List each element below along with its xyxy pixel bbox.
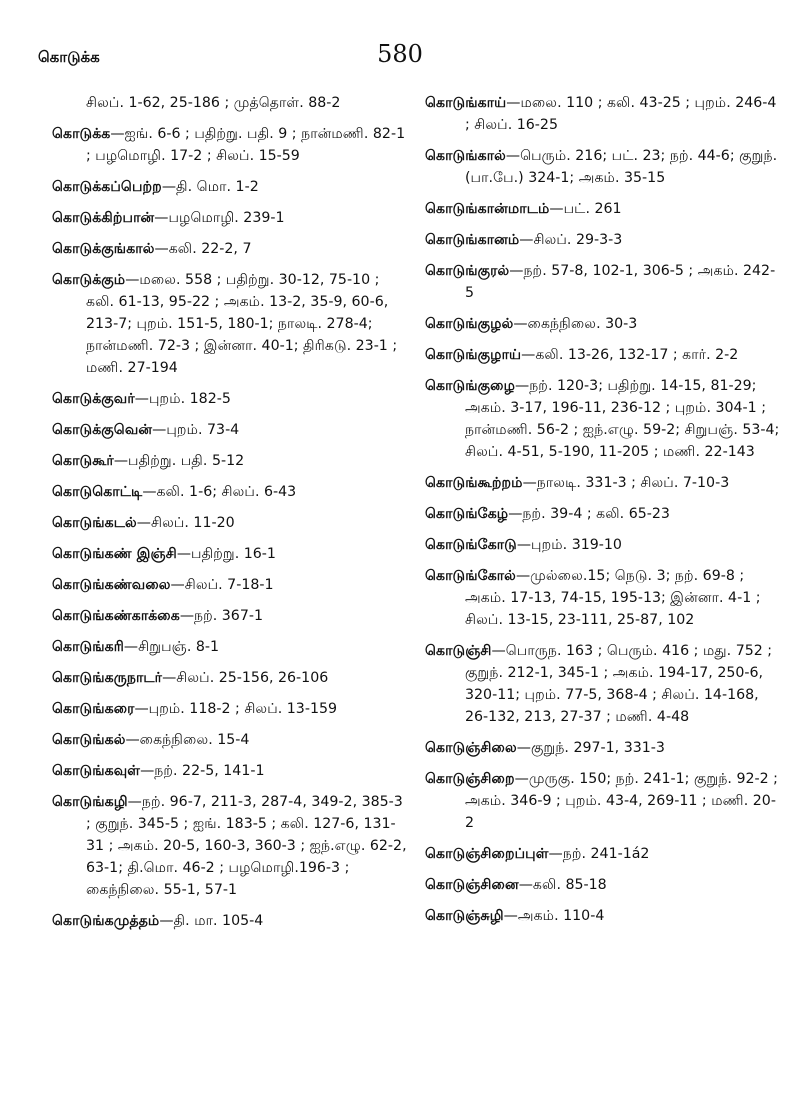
- entry-headword: கொடுக்கிற்பான்: [52, 210, 155, 226]
- index-entry: [52, 910, 409, 932]
- entry-headword: கொடுங்காய்: [425, 95, 507, 111]
- entry-references: —நற். 96-7, 211-3, 287-4, 349-2, 385-3 ; குறுந். 345-5 ; ஐங். 183-5 ; கலி. 127-6, 131-31 ; அகம். 20-5, 160-3, 360-3 ; ஐந்.எழு. 62-2, 63-1; தி.மொ. 46-2 ; பழமொழி.196-3 ; கைந்நிலை. 55-1, 57-1: [86, 794, 407, 898]
- entry-references: —முல்லை.15; நெடு. 3; நற். 69-8 ; அகம். 17-13, 74-15, 195-13; இன்னா. 4-1 ; சிலப். 13-15, 23-111, 25-87, 102: [465, 568, 761, 628]
- entry-headword: கொடுஞ்சினை: [425, 877, 519, 893]
- index-entry: [425, 145, 782, 189]
- index-entry: [425, 874, 782, 896]
- index-entry: [52, 207, 409, 229]
- entry-headword: கொடுங்கோல்: [425, 568, 516, 584]
- index-entry: [52, 729, 409, 751]
- entry-references: —கலி. 22-2, 7: [154, 241, 252, 257]
- entry-references: —சிலப். 7-18-1: [170, 577, 274, 593]
- entry-headword: கொடுங்கால்: [425, 148, 506, 164]
- entry-references: —கலி. 1-6; சிலப். 6-43: [142, 484, 297, 500]
- index-entry: [425, 737, 782, 759]
- index-entry: [425, 768, 782, 834]
- index-entry: [425, 472, 782, 494]
- entry-references: —நற். 367-1: [179, 608, 264, 624]
- entry-headword: கொடுஞ்சி: [425, 643, 492, 659]
- entry-references: —பதிற்று. 16-1: [176, 546, 276, 562]
- entry-headword: கொடுங்குரல்: [425, 263, 510, 279]
- index-entry: [425, 534, 782, 556]
- entry-references: —கலி. 13-26, 132-17 ; கார். 2-2: [521, 347, 739, 363]
- entry-references: —நற். 57-8, 102-1, 306-5 ; அகம். 242-5: [465, 263, 776, 301]
- entry-headword: கொடுக்கப்பெற்ற: [52, 179, 162, 195]
- entry-references: —புறம். 118-2 ; சிலப். 13-159: [134, 701, 338, 717]
- entry-headword: கொடுங்கண் இஞ்சி: [52, 546, 177, 562]
- index-entry: [425, 313, 782, 335]
- entry-references: —புறம். 319-10: [516, 537, 622, 553]
- entry-references: —நற். 22-5, 141-1: [140, 763, 265, 779]
- entry-references: —கைந்நிலை. 30-3: [513, 316, 638, 332]
- index-entry: [52, 760, 409, 782]
- entry-references: —பழமொழி. 239-1: [154, 210, 285, 226]
- entry-references: —நற். 241-1á2: [548, 846, 650, 862]
- entry-headword: கொடுஞ்சுழி: [425, 908, 504, 924]
- entry-headword: கொடுக்குவர்: [52, 391, 135, 407]
- index-entry: [425, 229, 782, 251]
- entry-headword: கொடுக்குவென்: [52, 422, 153, 438]
- index-entry: [425, 905, 782, 927]
- entry-headword: கொடுங்கவுள்: [52, 763, 141, 779]
- entry-headword: கொடுங்கண்வலை: [52, 577, 171, 593]
- entry-headword: கொடுங்கானம்: [425, 232, 520, 248]
- entry-headword: கொடுக்கும்: [52, 272, 126, 288]
- entry-references: —சிலப். 25-156, 26-106: [162, 670, 329, 686]
- entry-references: —நாலடி. 331-3 ; சிலப். 7-10-3: [522, 475, 730, 491]
- entry-headword: கொடுங்குழாய்: [425, 347, 522, 363]
- entry-references: —அகம். 110-4: [503, 908, 605, 924]
- entry-references: —கைந்நிலை. 15-4: [125, 732, 250, 748]
- index-entry: [52, 123, 409, 167]
- index-entry: [425, 375, 782, 463]
- running-head: கொடுக்க: [38, 48, 100, 66]
- index-entry: [52, 605, 409, 627]
- entry-headword: கொடுங்கரை: [52, 701, 135, 717]
- entry-headword: கொடுங்கோடு: [425, 537, 517, 553]
- index-entry: [425, 198, 782, 220]
- entry-references: —சிறுபஞ். 8-1: [123, 639, 220, 655]
- entry-headword: கொடுங்கல்: [52, 732, 126, 748]
- entry-headword: கொடுங்குழை: [425, 378, 515, 394]
- index-entry: [52, 667, 409, 689]
- entry-headword: கொடுங்கழி: [52, 794, 128, 810]
- entry-references: —தி. மொ. 1-2: [161, 179, 259, 195]
- entry-headword: கொடுங்கான்மாடம்: [425, 201, 550, 217]
- entry-headword: கொடுங்கரி: [52, 639, 124, 655]
- entry-references: —நற். 39-4 ; கலி. 65-23: [508, 506, 670, 522]
- left-column: [52, 92, 409, 1082]
- index-entry: [425, 503, 782, 525]
- entry-references: —பெரும். 216; பட். 23; நற். 44-6; குறுந். (பா.பே.) 324-1; அகம். 35-15: [465, 148, 778, 186]
- entry-references: —புறம். 73-4: [152, 422, 240, 438]
- entry-references: —புறம். 182-5: [134, 391, 231, 407]
- page-header: [0, 40, 800, 80]
- index-entry: [52, 481, 409, 503]
- entry-references: —குறுந். 297-1, 331-3: [516, 740, 665, 756]
- index-entry: [425, 565, 782, 631]
- index-entry: [425, 260, 782, 304]
- index-entry: [52, 388, 409, 410]
- index-entry: [52, 92, 409, 114]
- entry-headword: கொடுக்க: [52, 126, 111, 142]
- entry-headword: கொடுங்குழல்: [425, 316, 514, 332]
- entry-references: —மலை. 110 ; கலி. 43-25 ; புறம். 246-4 ; சிலப். 16-25: [465, 95, 777, 133]
- entry-references: —ஐங். 6-6 ; பதிற்று. பதி. 9 ; நான்மணி. 82-1 ; பழமொழி. 17-2 ; சிலப். 15-59: [86, 126, 406, 164]
- index-entry: [52, 574, 409, 596]
- index-entry: [52, 543, 409, 565]
- entry-headword: கொடுங்கேழ்: [425, 506, 509, 522]
- entry-headword: கொடுங்கண்காக்கை: [52, 608, 180, 624]
- entry-headword: கொடுஞ்சிறை: [425, 771, 515, 787]
- entry-references: சிலப். 1-62, 25-186 ; முத்தொள். 88-2: [86, 95, 341, 111]
- index-entry: [52, 698, 409, 720]
- entry-references: —சிலப். 29-3-3: [519, 232, 623, 248]
- entry-headword: கொடுக்குங்கால்: [52, 241, 155, 257]
- index-entry: [425, 640, 782, 728]
- index-entry: [425, 344, 782, 366]
- entry-headword: கொடுங்கமுத்தம்: [52, 913, 160, 929]
- index-entry: [52, 238, 409, 260]
- entry-headword: கொடுங்கருநாடர்: [52, 670, 163, 686]
- index-entry: [52, 176, 409, 198]
- entry-headword: கொடுங்கூற்றம்: [425, 475, 523, 491]
- index-entry: [52, 512, 409, 534]
- entry-references: —தி. மா. 105-4: [159, 913, 264, 929]
- entry-headword: கொடுஞ்சிறைப்புள்: [425, 846, 549, 862]
- right-column: [425, 92, 782, 1082]
- entry-references: —பொருந. 163 ; பெரும். 416 ; மது. 752 ; குறுந். 212-1, 345-1 ; அகம். 194-17, 250-6, 320-11; புறம். 77-5, 368-4 ; சிலப். 14-168, 26-132, 213, 27-37 ; மணி. 4-48: [465, 643, 773, 725]
- entry-references: —மலை. 558 ; பதிற்று. 30-12, 75-10 ; கலி. 61-13, 95-22 ; அகம். 13-2, 35-9, 60-6, 213-7; புறம். 151-5, 180-1; நாலடி. 278-4; நான்மணி. 72-3 ; இன்னா. 40-1; திரிகடு. 23-1 ; மணி. 27-194: [86, 272, 398, 376]
- index-entry: [425, 92, 782, 136]
- index-entry: [52, 791, 409, 901]
- entry-references: —பதிற்று. பதி. 5-12: [113, 453, 245, 469]
- entry-references: —முருகு. 150; நற். 241-1; குறுந். 92-2 ; அகம். 346-9 ; புறம். 43-4, 269-11 ; மணி. 20-2: [465, 771, 778, 831]
- index-columns: [52, 92, 782, 1082]
- entry-headword: கொடுகூர்: [52, 453, 114, 469]
- entry-headword: கொடுங்கடல்: [52, 515, 137, 531]
- index-entry: [52, 269, 409, 379]
- entry-references: —கலி. 85-18: [518, 877, 607, 893]
- entry-references: —நற். 120-3; பதிற்று. 14-15, 81-29; அகம். 3-17, 196-11, 236-12 ; புறம். 304-1 ; நான்மணி. 56-2 ; ஐந்.எழு. 59-2; சிறுபஞ். 53-4; சிலப். 4-51, 5-190, 11-205 ; மணி. 22-143: [465, 378, 780, 460]
- index-entry: [52, 636, 409, 658]
- entry-headword: கொடுகொட்டி: [52, 484, 143, 500]
- index-entry: [52, 450, 409, 472]
- entry-references: —சிலப். 11-20: [136, 515, 235, 531]
- entry-headword: கொடுஞ்சிலை: [425, 740, 517, 756]
- index-entry: [425, 843, 782, 865]
- index-entry: [52, 419, 409, 441]
- entry-references: —பட். 261: [549, 201, 622, 217]
- page-number: 580: [377, 40, 423, 68]
